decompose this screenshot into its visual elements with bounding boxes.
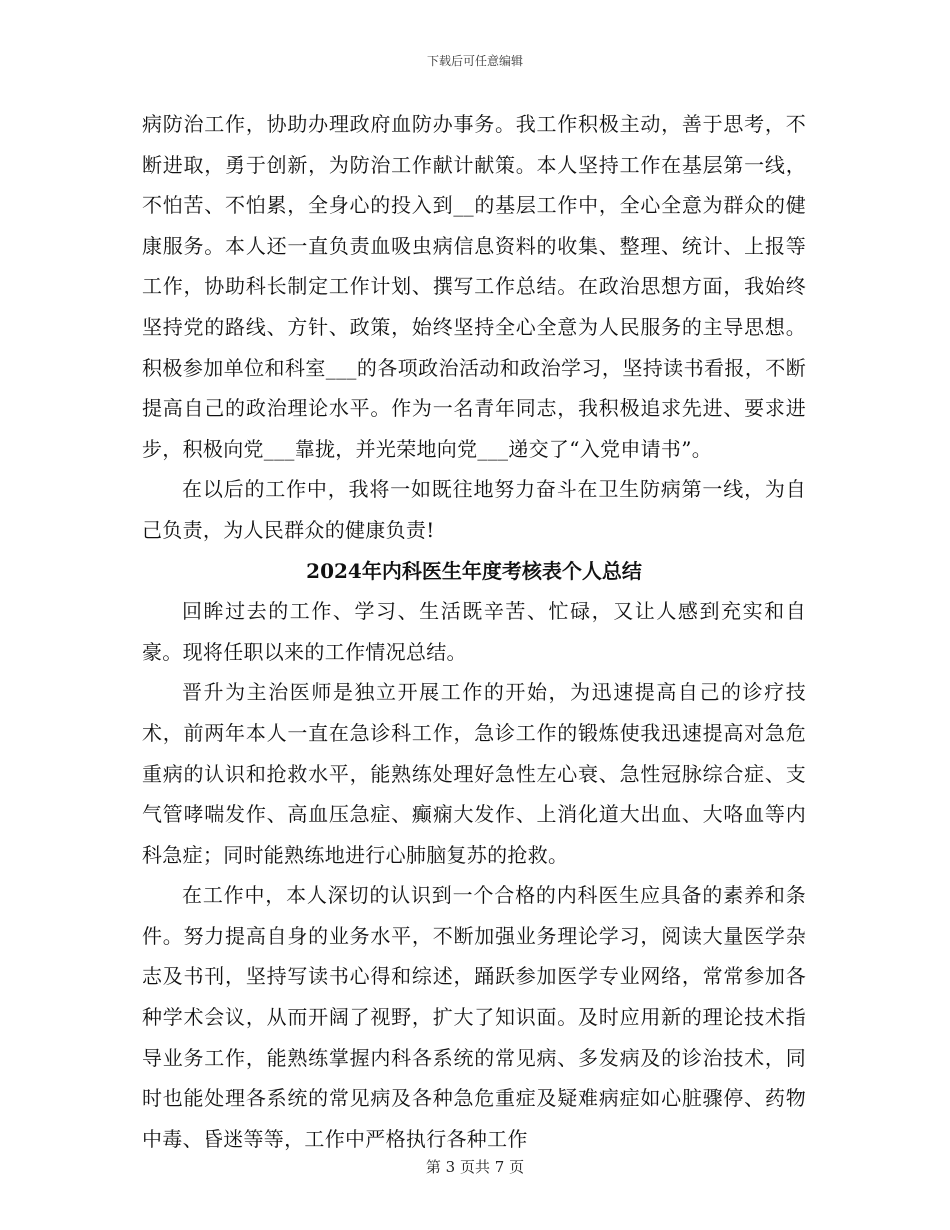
paragraph-4: 晋升为主治医师是独立开展工作的开始，为迅速提高自己的诊疗技术，前两年本人一直在急诊科工作，急诊工作的锻炼使我迅速提高对急危重病的认识和抢救水平，能熟练处理好急性左心衰、急性冠脉综合症、支气管哮喘发作、高血压急症、癫痫大发作、上消化道大出血、大咯血等内科急症；同时能熟练地进行心肺脑复苏的抢救。 bbox=[142, 680, 806, 867]
header-note: 下载后可任意编辑 bbox=[426, 54, 523, 68]
page-footer: 第 3 页共 7 页 bbox=[425, 1158, 525, 1176]
paragraph-5: 在工作中，本人深切的认识到一个合格的内科医生应具备的素养和条件。努力提高自身的业务水平，不断加强业务理论学习，阅读大量医学杂志及书刊，坚持写读书心得和综述，踊跃参加医学专业网络，常常参加各种学术会议，从而开阔了视野，扩大了知识面。及时应用新的理论技术指导业务工作，能熟练掌握内科各系统的常见病、多发病及的诊治技术，同时也能处理各系统的常见病及各种急危重症及疑难病症如心脏骤停、药物中毒、昏迷等等，工作中严格执行各种工作 bbox=[142, 883, 806, 1151]
paragraph-3: 回眸过去的工作、学习、生活既辛苦、忙碌，又让人感到充实和自豪。现将任职以来的工作情况总结。 bbox=[142, 599, 806, 664]
paragraph-2: 在以后的工作中，我将一如既往地努力奋斗在卫生防病第一线，为自己负责，为人民群众的健康负责! bbox=[142, 477, 806, 542]
paragraph-1: 病防治工作，协助办理政府血防办事务。我工作积极主动，善于思考，不断进取，勇于创新，为防治工作献计献策。本人坚持工作在基层第一线，不怕苦、不怕累，全身心的投入到__的基层工作中，全心全意为群众的健康服务。本人还一直负责血吸虫病信息资料的收集、整理、统计、上报等工作，协助科长制定工作计划、撰写工作总结。在政治思想方面，我始终坚持党的路线、方针、政策，始终坚持全心全意为人民服务的主导思想。积极参加单位和科室___的各项政治活动和政治学习，坚持读书看报，不断提高自己的政治理论水平。作为一名青年同志，我积极追求先进、要求进步，积极向党___靠拢，并光荣地向党___递交了“入党申请书”。 bbox=[142, 112, 806, 461]
section-title: 2024年内科医生年度考核表个人总结 bbox=[306, 558, 642, 583]
document-body bbox=[142, 104, 806, 1159]
